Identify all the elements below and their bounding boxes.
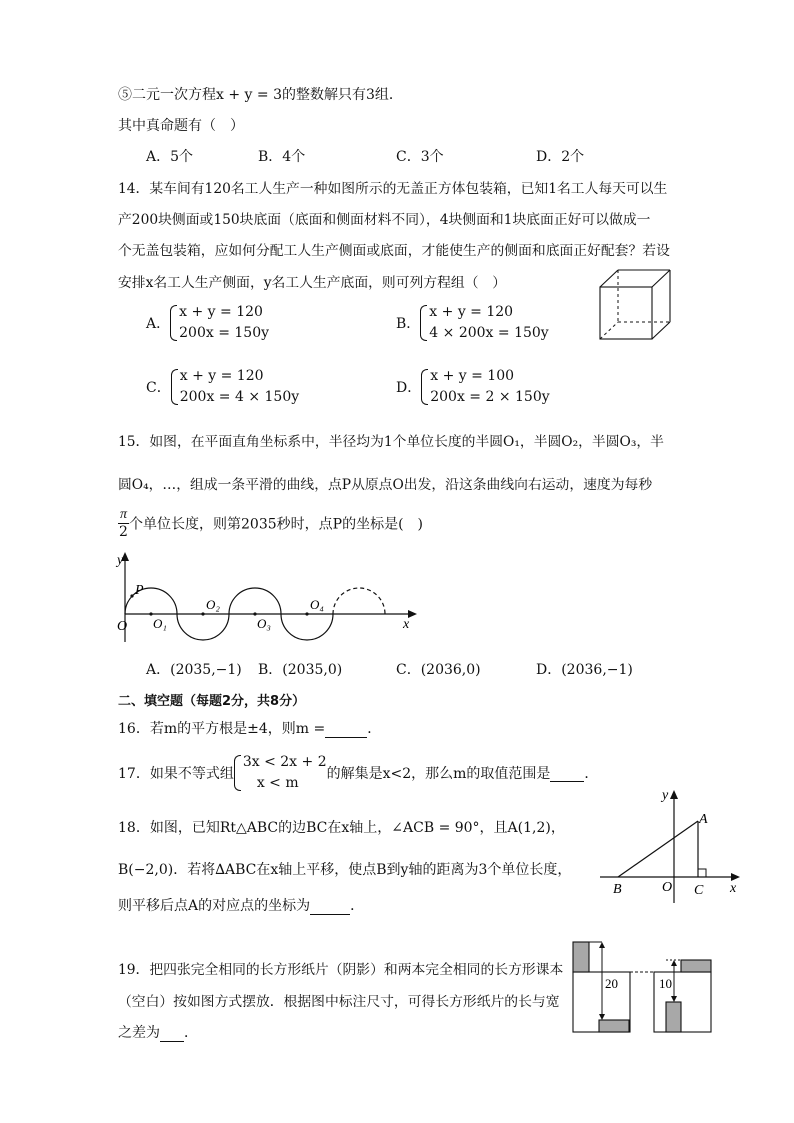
q14-text-line-4: 安排x名工人生产侧面，y名工人生产底面，则可列方程组（ ）: [118, 275, 507, 291]
answer-blank: [310, 898, 350, 915]
q18-text-line-3: [118, 895, 364, 915]
option-label: A．: [146, 316, 171, 332]
vertex-b-label: B: [613, 882, 622, 897]
x-axis-label: x: [730, 881, 737, 896]
right-triangle-figure: [598, 785, 746, 905]
dimension-20-label: 20: [605, 976, 618, 991]
q17-end: ．: [584, 766, 599, 782]
q15-option-b: B．(2035,0): [258, 662, 343, 678]
option-label: C．: [146, 380, 171, 396]
q19-stem: 之差为: [118, 1025, 160, 1041]
equation: x + y = 100: [430, 368, 515, 384]
fraction-numerator: π: [120, 507, 128, 522]
q19-end: ．: [184, 1025, 198, 1041]
q18-text-line-1: 18．如图，已知Rt△ABC的边BC在x轴上，∠ACB = 90°，且A(1,2)，: [118, 820, 565, 836]
equation: x + y = 120: [179, 304, 263, 320]
rectangles-books-figure: [570, 938, 720, 1036]
q16-stem: 16．若m的平方根是±4，则m =: [118, 721, 326, 737]
q15-text-line-3-tail: 个单位长度，则第2035秒时，点P的坐标是( ): [129, 516, 423, 533]
y-axis-label: y: [662, 788, 669, 803]
q18-stem: 则平移后点A的对应点的坐标为: [118, 898, 311, 914]
q13-option-b: B．4个: [258, 149, 306, 165]
q19-text-line-2: （空白）按如图方式摆放．根据图中标注尺寸，可得长方形纸片的长与宽: [118, 994, 560, 1010]
q14-option-b: [396, 302, 549, 344]
equation: 200x = 2 × 150y: [430, 389, 550, 405]
q14-option-c: [146, 366, 299, 408]
equation: x + y = 120: [429, 304, 514, 320]
center-o2-label: O₂: [206, 597, 220, 612]
q16-end: ．: [367, 721, 382, 737]
q13-option-d: D．2个: [536, 149, 585, 165]
answer-blank: [325, 721, 367, 738]
q19-text-line-3: [118, 1022, 198, 1042]
q15-option-a: A．(2035,−1): [146, 662, 242, 678]
vertex-a-label: A: [699, 812, 708, 827]
pi-over-2-fraction: [118, 507, 129, 540]
q15-option-d: D．(2036,−1): [536, 662, 633, 678]
center-o3-label: O₃: [257, 616, 271, 631]
y-axis-label: y: [117, 553, 124, 568]
q15-option-c: C．(2036,0): [396, 662, 481, 678]
semicircle-curve-figure: [115, 548, 420, 648]
q13-option-c: C．3个: [396, 149, 444, 165]
q14-option-a: [146, 302, 269, 344]
open-cube-figure: [595, 265, 675, 347]
q15-text-line-1: 15．如图，在平面直角坐标系中，半径均为1个单位长度的半圆O₁，半圆O₂，半圆O₃，半: [118, 434, 664, 450]
q14-text-line-1: 14．某车间有120名工人生产一种如图所示的无盖正方体包装箱，已知1名工人每天可以生: [118, 181, 668, 197]
answer-blank: [160, 1025, 184, 1042]
q17-stem: 17．如果不等式组: [118, 766, 234, 782]
q15-text-line-3: [118, 507, 423, 540]
q17-text: [118, 752, 598, 794]
fraction-denominator: 2: [119, 524, 128, 540]
origin-label: O: [662, 880, 673, 895]
equation: 200x = 4 × 150y: [179, 389, 300, 405]
q13-question: 其中真命题有（ ）: [118, 118, 244, 134]
q16-text: [118, 718, 381, 738]
q19-text-line-1: 19．把四张完全相同的长方形纸片（阴影）和两本完全相同的长方形课本: [118, 962, 564, 978]
option-label: D．: [396, 380, 422, 396]
q14-text-line-2: 产200块侧面或150块底面（底面和侧面材料不同），4块侧面和1块底面正好可以做成一: [118, 212, 651, 228]
center-o4-label: O₄: [310, 597, 324, 612]
inequality: x < m: [256, 775, 299, 791]
origin-label: O: [117, 619, 128, 634]
point-p-label: P: [135, 583, 144, 598]
q13-option-a: A．5个: [146, 149, 194, 165]
equation: 200x = 150y: [179, 325, 270, 341]
answer-blank: [550, 765, 584, 782]
inequality: 3x < 2x + 2: [242, 754, 327, 770]
q14-text-line-3: 个无盖包装箱，应如何分配工人生产侧面或底面，才能使生产的侧面和底面正好配套？若设: [118, 243, 670, 259]
q18-end: ．: [350, 898, 365, 914]
x-axis-label: x: [403, 617, 410, 632]
equation: x + y = 120: [179, 368, 264, 384]
q15-text-line-2: 圆O₄，…，组成一条平滑的曲线，点P从原点O出发，沿这条曲线向右运动，速度为每秒: [118, 477, 653, 493]
option-label: B．: [396, 316, 421, 332]
vertex-c-label: C: [694, 883, 704, 898]
q18-text-line-2: B(−2,0)．若将∆ABC在x轴上平移，使点B到y轴的距离为3个单位长度，: [118, 862, 572, 878]
q13-statement-5: ⑤二元一次方程x + y = 3的整数解只有3组．: [118, 87, 403, 103]
dimension-10-label: 10: [659, 976, 672, 991]
center-o1-label: O₁: [153, 616, 167, 631]
q17-middle: 的解集是x<2，那么m的取值范围是: [326, 766, 551, 782]
equation: 4 × 200x = 150y: [429, 325, 549, 341]
section-title-fill-in: 二、填空题（每题2分，共8分）: [118, 694, 306, 709]
q14-option-d: [396, 366, 550, 408]
